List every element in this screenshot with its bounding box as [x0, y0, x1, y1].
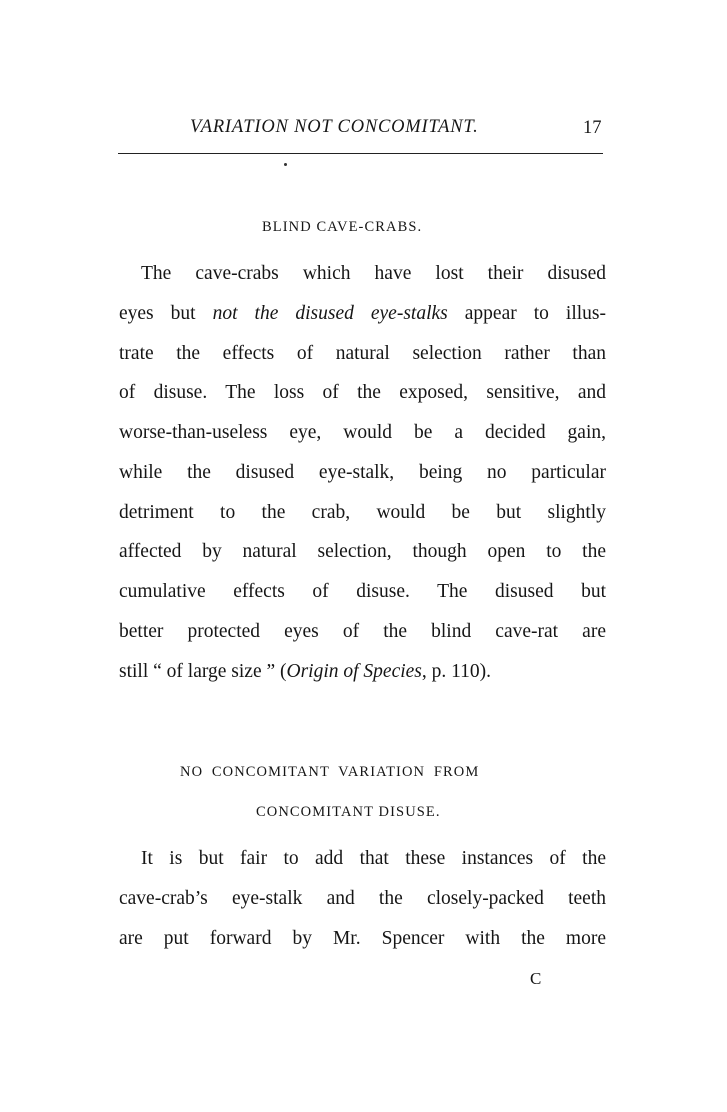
line-text: still “ of large size ” ( [119, 661, 287, 682]
line-text: , p. 110). [421, 661, 492, 682]
line-text: cumulative effects of disuse. The disused but [119, 581, 606, 602]
paragraph-line-last [119, 659, 491, 685]
line-text: while the disused eye-stalk, being no particular [119, 462, 606, 483]
italic-citation: Origin of Species [286, 661, 422, 682]
line-text: worse-than-useless eye, would be a decided gain, [119, 422, 606, 443]
line-text: cave-crab’s eye-stalk and the closely-packed teeth [119, 888, 606, 909]
running-title: VARIATION NOT CONCOMITANT. [190, 117, 479, 137]
paragraph-line [119, 380, 606, 406]
section-heading-line-2: CONCOMITANT DISUSE. [256, 804, 441, 820]
line-text: of disuse. The loss of the exposed, sensitive, and [119, 382, 606, 403]
header-rule [118, 153, 603, 154]
paragraph-line [119, 500, 606, 526]
paragraph-line [119, 539, 606, 565]
line-text: detriment to the crab, would be but slightly [119, 502, 606, 523]
line-text: better protected eyes of the blind cave-rat are [119, 621, 606, 642]
line-text: are put forward by Mr. Spencer with the more [119, 928, 606, 949]
ink-speck [284, 163, 287, 166]
paragraph-line [141, 846, 606, 872]
line-text: It is but fair to add that these instances of the [141, 848, 606, 869]
paragraph-line [119, 301, 606, 327]
section-heading-blind-cave-crabs: BLIND CAVE-CRABS. [262, 219, 423, 235]
section-heading-line-1: NO CONCOMITANT VARIATION FROM [180, 764, 480, 780]
page-number: 17 [583, 118, 602, 138]
paragraph-line [119, 886, 606, 912]
line-text: appear to illus- [447, 303, 606, 324]
paragraph-line [119, 420, 606, 446]
paragraph-line [119, 926, 606, 952]
paragraph-line [119, 341, 606, 367]
paragraph-line [141, 261, 606, 287]
italic-emphasis: not the disused eye-stalks [212, 303, 448, 324]
line-text: affected by natural selection, though open to the [119, 541, 606, 562]
line-text: trate the effects of natural selection rather than [119, 343, 606, 364]
paragraph-line [119, 460, 606, 486]
signature-mark: C [530, 969, 542, 988]
line-text: eyes but [119, 303, 213, 324]
paragraph-line [119, 579, 606, 605]
paragraph-line [119, 619, 606, 645]
line-text: The cave-crabs which have lost their disused [141, 263, 606, 284]
